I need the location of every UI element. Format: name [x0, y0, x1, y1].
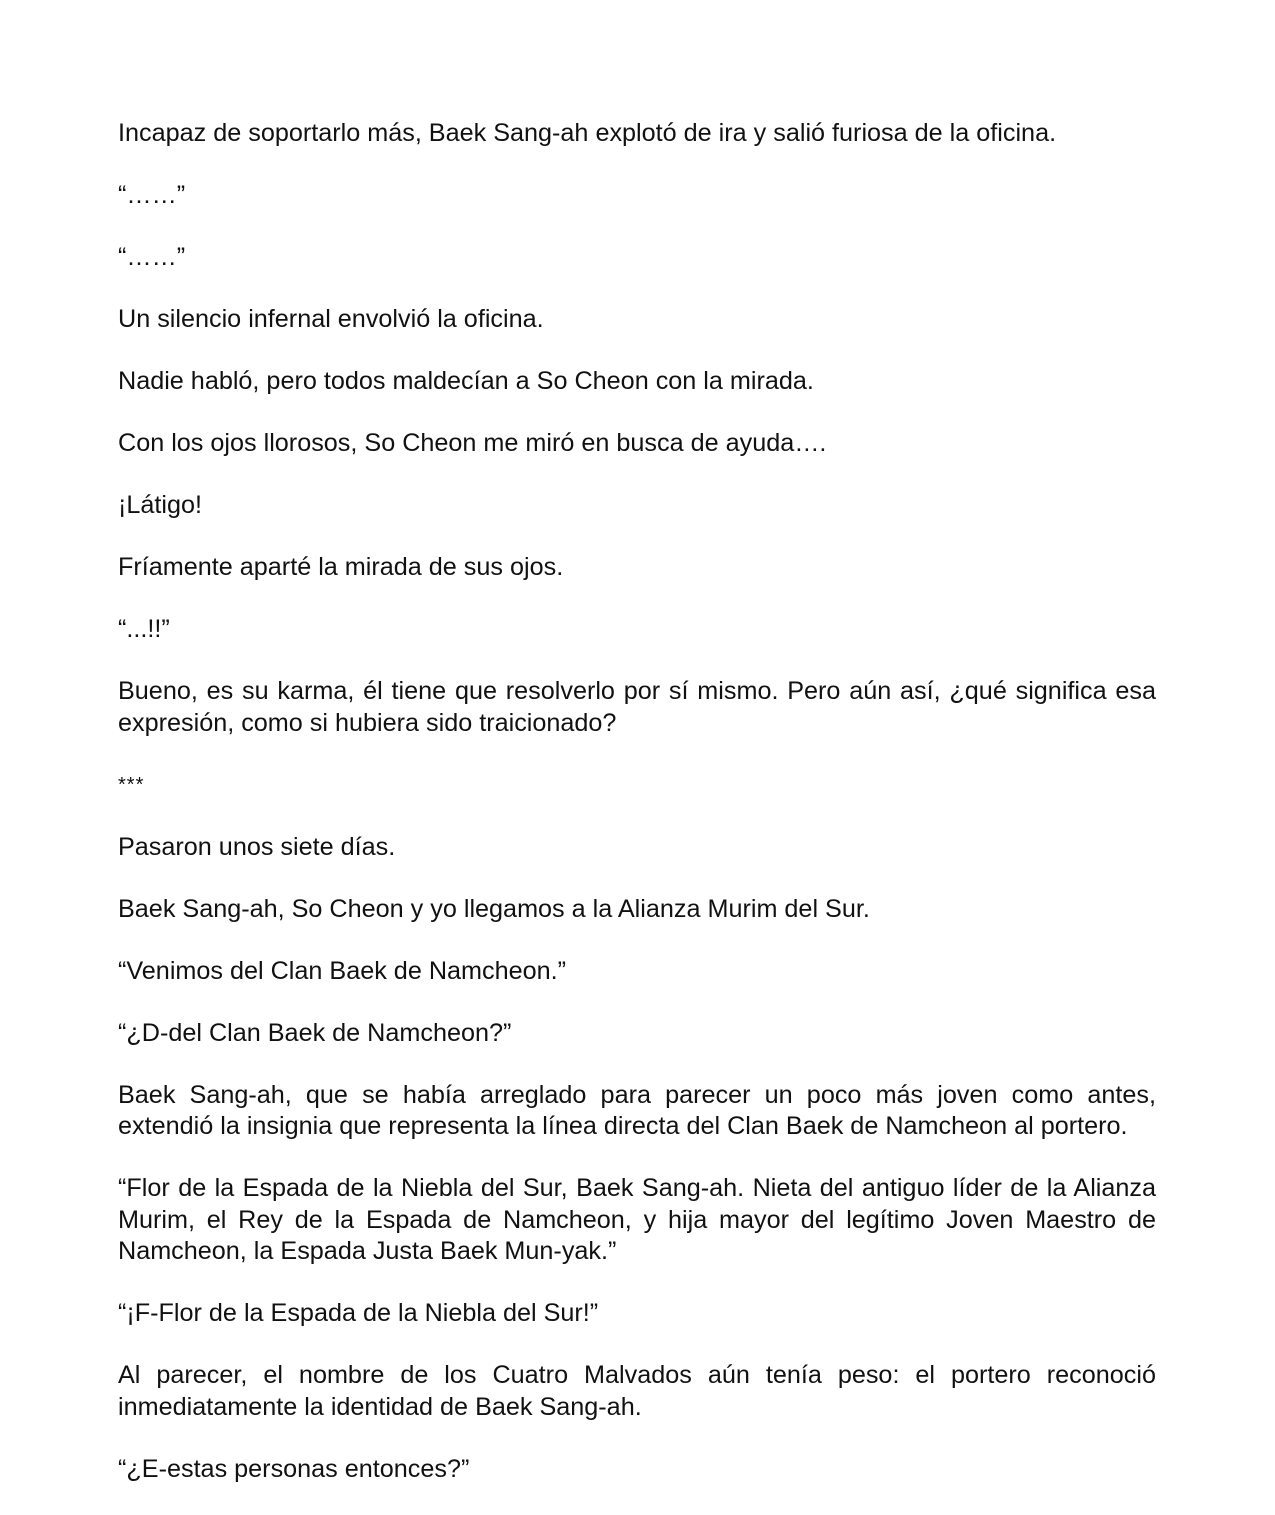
paragraph: “¿D-del Clan Baek de Namcheon?”: [118, 1018, 512, 1047]
paragraph: ¡Látigo!: [118, 491, 203, 519]
paragraph: Con los ojos llorosos, So Cheon me miró en busca de ayuda….: [118, 429, 827, 457]
paragraph: Nadie habló, pero todos maldecían a So Cheon con la mirada.: [118, 367, 814, 395]
document-body: [118, 118, 1156, 1515]
paragraph: “¡F-Flor de la Espada de la Niebla del Sur!”: [118, 1299, 599, 1327]
paragraph: Bueno, es su karma, él tiene que resolverlo por sí mismo. Pero aún así, ¿qué significa esa expresión, como si hubiera sido traicionado?: [118, 677, 1156, 737]
paragraph: Baek Sang-ah, que se había arreglado para parecer un poco más joven como antes, extendió la insignia que representa la línea directa del Clan Baek de Namcheon al portero.: [118, 1080, 1156, 1140]
paragraph: “Flor de la Espada de la Niebla del Sur, Baek Sang-ah. Nieta del antiguo líder de la Alianza Murim, el Rey de la Espada de Namcheon, y hija mayor del legítimo Joven Maestro de Namcheon, la Espada Justa Baek Mun-yak.”: [118, 1174, 1156, 1265]
paragraph: “¿E-estas personas entonces?”: [118, 1454, 470, 1483]
paragraph: Un silencio infernal envolvió la oficina.: [118, 305, 544, 333]
paragraph: Pasaron unos siete días.: [118, 832, 396, 861]
paragraph: “...!!”: [118, 615, 170, 643]
paragraph: Fríamente aparté la mirada de sus ojos.: [118, 553, 564, 581]
paragraph: “……”: [118, 181, 186, 209]
paragraph: Incapaz de soportarlo más, Baek Sang-ah explotó de ira y salió furiosa de la oficina.: [118, 119, 1057, 147]
scene-break: ***: [118, 773, 145, 796]
paragraph: Al parecer, el nombre de los Cuatro Malvados aún tenía peso: el portero reconoció inmediatamente la identidad de Baek Sang-ah.: [118, 1361, 1156, 1421]
paragraph: “……”: [118, 243, 186, 271]
paragraph: “Venimos del Clan Baek de Namcheon.”: [118, 956, 567, 985]
paragraph: Baek Sang-ah, So Cheon y yo llegamos a la Alianza Murim del Sur.: [118, 894, 870, 923]
